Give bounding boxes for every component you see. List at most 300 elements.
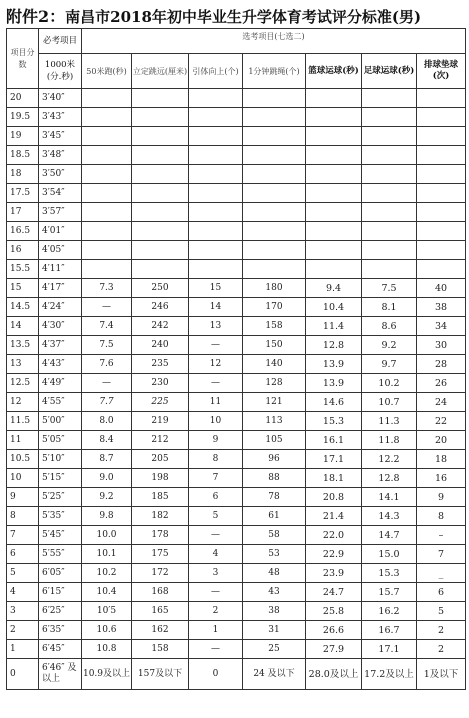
cell-1000m: 4′49″ (39, 374, 82, 393)
cell-score: 18.5 (7, 146, 39, 165)
table-row (7, 393, 466, 412)
cell-football: 11.8 (362, 431, 417, 450)
cell-score: 6 (7, 545, 39, 564)
cell-volleyball: 5 (417, 602, 466, 621)
scoring-table (6, 28, 466, 690)
cell-50m (82, 222, 132, 241)
cell-football (362, 203, 417, 222)
cell-football: 12.8 (362, 469, 417, 488)
cell-basketball (306, 165, 362, 184)
cell-rope: 170 (243, 298, 306, 317)
cell-pullup: — (189, 640, 243, 659)
cell-long-jump: 157及以下 (132, 659, 189, 690)
cell-football: 17.2及以上 (362, 659, 417, 690)
cell-basketball: 27.9 (306, 640, 362, 659)
cell-football (362, 260, 417, 279)
cell-pullup (189, 89, 243, 108)
cell-rope: 25 (243, 640, 306, 659)
cell-score: 20 (7, 89, 39, 108)
cell-score: 12.5 (7, 374, 39, 393)
cell-rope (243, 89, 306, 108)
cell-volleyball: 7 (417, 545, 466, 564)
table-row (7, 146, 466, 165)
cell-50m: 10.2 (82, 564, 132, 583)
table-row (7, 659, 466, 690)
cell-score: 9 (7, 488, 39, 507)
cell-football (362, 146, 417, 165)
cell-score: 13.5 (7, 336, 39, 355)
cell-pullup (189, 241, 243, 260)
cell-rope (243, 260, 306, 279)
cell-1000m: 3′45″ (39, 127, 82, 146)
cell-rope (243, 165, 306, 184)
cell-1000m: 6′45″ (39, 640, 82, 659)
cell-basketball: 9.4 (306, 279, 362, 298)
cell-50m: 7.5 (82, 336, 132, 355)
cell-1000m: 4′43″ (39, 355, 82, 374)
document-title (6, 4, 466, 26)
cell-1000m: 6′15″ (39, 583, 82, 602)
table-row (7, 241, 466, 260)
cell-1000m: 4′05″ (39, 241, 82, 260)
cell-basketball: 17.1 (306, 450, 362, 469)
cell-long-jump (132, 260, 189, 279)
cell-long-jump: 242 (132, 317, 189, 336)
table-row (7, 165, 466, 184)
cell-basketball (306, 89, 362, 108)
cell-basketball: 21.4 (306, 507, 362, 526)
cell-50m (82, 165, 132, 184)
cell-football: 10.7 (362, 393, 417, 412)
cell-rope: 53 (243, 545, 306, 564)
cell-50m: 10′5 (82, 602, 132, 621)
cell-basketball: 10.4 (306, 298, 362, 317)
cell-pullup: 5 (189, 507, 243, 526)
cell-pullup: — (189, 583, 243, 602)
cell-volleyball: 2 (417, 640, 466, 659)
cell-50m: 10.8 (82, 640, 132, 659)
cell-basketball: 13.9 (306, 374, 362, 393)
table-row (7, 279, 466, 298)
cell-basketball (306, 108, 362, 127)
header-rope: 1分钟跳绳(个) (243, 54, 306, 89)
cell-score: 19 (7, 127, 39, 146)
cell-1000m: 4′01″ (39, 222, 82, 241)
cell-pullup: 0 (189, 659, 243, 690)
cell-rope: 38 (243, 602, 306, 621)
cell-volleyball: 40 (417, 279, 466, 298)
table-row (7, 488, 466, 507)
cell-long-jump (132, 146, 189, 165)
cell-50m: 8.7 (82, 450, 132, 469)
cell-long-jump (132, 241, 189, 260)
cell-pullup (189, 222, 243, 241)
cell-long-jump: 246 (132, 298, 189, 317)
cell-long-jump: 168 (132, 583, 189, 602)
cell-rope: 158 (243, 317, 306, 336)
header-football: 足球运球(秒) (362, 54, 417, 89)
cell-score: 15 (7, 279, 39, 298)
table-row (7, 431, 466, 450)
header-volleyball: 排球垫球(次) (417, 54, 466, 89)
cell-pullup (189, 184, 243, 203)
cell-long-jump: 158 (132, 640, 189, 659)
table-row (7, 583, 466, 602)
cell-rope (243, 127, 306, 146)
cell-long-jump (132, 89, 189, 108)
cell-rope: 78 (243, 488, 306, 507)
cell-1000m: 4′24″ (39, 298, 82, 317)
cell-pullup: — (189, 374, 243, 393)
cell-score: 1 (7, 640, 39, 659)
cell-pullup: 9 (189, 431, 243, 450)
cell-football: 16.7 (362, 621, 417, 640)
table-row (7, 89, 466, 108)
cell-football: 8.6 (362, 317, 417, 336)
cell-basketball: 16.1 (306, 431, 362, 450)
cell-football: 16.2 (362, 602, 417, 621)
cell-1000m: 6′05″ (39, 564, 82, 583)
cell-volleyball (417, 241, 466, 260)
cell-rope: 24 及以下 (243, 659, 306, 690)
cell-score: 4 (7, 583, 39, 602)
cell-volleyball: 20 (417, 431, 466, 450)
cell-volleyball (417, 184, 466, 203)
cell-score: 0 (7, 659, 39, 690)
cell-football (362, 165, 417, 184)
cell-50m: 8.4 (82, 431, 132, 450)
cell-long-jump: 178 (132, 526, 189, 545)
cell-pullup: 15 (189, 279, 243, 298)
cell-pullup: 11 (189, 393, 243, 412)
cell-volleyball: – (417, 526, 466, 545)
cell-pullup (189, 108, 243, 127)
cell-rope: 61 (243, 507, 306, 526)
cell-basketball: 18.1 (306, 469, 362, 488)
cell-rope: 48 (243, 564, 306, 583)
cell-football (362, 89, 417, 108)
cell-football: 17.1 (362, 640, 417, 659)
cell-1000m: 3′57″ (39, 203, 82, 222)
cell-volleyball: 22 (417, 412, 466, 431)
cell-score: 11 (7, 431, 39, 450)
title-lead: 附件2： (6, 7, 66, 26)
cell-50m: 10.9及以上 (82, 659, 132, 690)
cell-volleyball: 18 (417, 450, 466, 469)
cell-50m: — (82, 298, 132, 317)
cell-score: 12 (7, 393, 39, 412)
cell-1000m: 4′30″ (39, 317, 82, 336)
cell-football: 14.7 (362, 526, 417, 545)
cell-football: 15.3 (362, 564, 417, 583)
cell-football: 7.5 (362, 279, 417, 298)
cell-rope: 180 (243, 279, 306, 298)
header-1000m: 1000米(分.秒) (39, 54, 82, 89)
cell-50m (82, 108, 132, 127)
cell-score: 16 (7, 241, 39, 260)
cell-volleyball (417, 89, 466, 108)
cell-basketball (306, 127, 362, 146)
cell-football: 14.1 (362, 488, 417, 507)
cell-long-jump: 219 (132, 412, 189, 431)
cell-football: 8.1 (362, 298, 417, 317)
cell-volleyball: 38 (417, 298, 466, 317)
cell-basketball: 11.4 (306, 317, 362, 336)
cell-basketball: 15.3 (306, 412, 362, 431)
cell-basketball (306, 184, 362, 203)
cell-50m: 9.2 (82, 488, 132, 507)
table-row (7, 355, 466, 374)
cell-football: 9.7 (362, 355, 417, 374)
cell-volleyball: 8 (417, 507, 466, 526)
cell-volleyball: 16 (417, 469, 466, 488)
cell-volleyball: 24 (417, 393, 466, 412)
cell-score: 14.5 (7, 298, 39, 317)
cell-basketball: 20.8 (306, 488, 362, 507)
cell-pullup: 7 (189, 469, 243, 488)
cell-rope (243, 108, 306, 127)
cell-volleyball: _ (417, 564, 466, 583)
cell-long-jump: 240 (132, 336, 189, 355)
cell-long-jump: 198 (132, 469, 189, 488)
table-body (7, 89, 466, 690)
cell-50m (82, 184, 132, 203)
table-row (7, 203, 466, 222)
cell-pullup (189, 146, 243, 165)
cell-long-jump: 175 (132, 545, 189, 564)
cell-50m: 7.3 (82, 279, 132, 298)
cell-50m (82, 146, 132, 165)
cell-long-jump: 162 (132, 621, 189, 640)
cell-score: 15.5 (7, 260, 39, 279)
cell-50m: 7.7 (82, 393, 132, 412)
cell-score: 10.5 (7, 450, 39, 469)
cell-volleyball: 30 (417, 336, 466, 355)
cell-rope: 121 (243, 393, 306, 412)
cell-long-jump: 172 (132, 564, 189, 583)
cell-long-jump: 212 (132, 431, 189, 450)
cell-pullup (189, 203, 243, 222)
cell-1000m: 3′40″ (39, 89, 82, 108)
title-main: 南昌市2018年初中毕业生升学体育考试评分标准(男) (65, 8, 422, 26)
cell-1000m: 3′50″ (39, 165, 82, 184)
table-row (7, 184, 466, 203)
cell-volleyball: 28 (417, 355, 466, 374)
cell-score: 5 (7, 564, 39, 583)
cell-50m: 9.8 (82, 507, 132, 526)
cell-score: 18 (7, 165, 39, 184)
cell-pullup: 10 (189, 412, 243, 431)
cell-football: 15.0 (362, 545, 417, 564)
cell-50m: 10.4 (82, 583, 132, 602)
table-row (7, 374, 466, 393)
cell-long-jump (132, 184, 189, 203)
cell-football: 9.2 (362, 336, 417, 355)
cell-long-jump: 250 (132, 279, 189, 298)
cell-football: 11.3 (362, 412, 417, 431)
table-header (7, 29, 466, 89)
cell-rope: 140 (243, 355, 306, 374)
cell-50m (82, 89, 132, 108)
table-row (7, 526, 466, 545)
cell-1000m: 5′10″ (39, 450, 82, 469)
cell-rope: 150 (243, 336, 306, 355)
cell-basketball: 14.6 (306, 393, 362, 412)
cell-basketball: 22.9 (306, 545, 362, 564)
cell-football: 12.2 (362, 450, 417, 469)
cell-score: 10 (7, 469, 39, 488)
table-row (7, 469, 466, 488)
cell-50m: 8.0 (82, 412, 132, 431)
cell-basketball: 23.9 (306, 564, 362, 583)
table-row (7, 412, 466, 431)
cell-basketball: 22.0 (306, 526, 362, 545)
cell-volleyball (417, 108, 466, 127)
cell-pullup: 4 (189, 545, 243, 564)
cell-1000m: 4′37″ (39, 336, 82, 355)
cell-1000m: 5′25″ (39, 488, 82, 507)
cell-pullup: 1 (189, 621, 243, 640)
cell-pullup: 6 (189, 488, 243, 507)
cell-basketball: 12.8 (306, 336, 362, 355)
cell-volleyball: 34 (417, 317, 466, 336)
cell-volleyball: 1及以下 (417, 659, 466, 690)
cell-50m: 10.6 (82, 621, 132, 640)
cell-pullup: 2 (189, 602, 243, 621)
cell-50m: 7.6 (82, 355, 132, 374)
cell-pullup: 14 (189, 298, 243, 317)
cell-pullup: 8 (189, 450, 243, 469)
cell-score: 8 (7, 507, 39, 526)
cell-1000m: 5′45″ (39, 526, 82, 545)
cell-score: 7 (7, 526, 39, 545)
header-50m: 50米跑(秒) (82, 54, 132, 89)
cell-pullup (189, 165, 243, 184)
cell-long-jump: 182 (132, 507, 189, 526)
table-row (7, 336, 466, 355)
cell-pullup (189, 127, 243, 146)
cell-long-jump (132, 108, 189, 127)
cell-1000m: 5′15″ (39, 469, 82, 488)
cell-pullup: 12 (189, 355, 243, 374)
table-row (7, 564, 466, 583)
cell-pullup: 3 (189, 564, 243, 583)
cell-football: 14.3 (362, 507, 417, 526)
cell-long-jump: 225 (132, 393, 189, 412)
cell-basketball (306, 203, 362, 222)
table-row (7, 260, 466, 279)
table-row (7, 317, 466, 336)
cell-rope: 58 (243, 526, 306, 545)
table-row (7, 127, 466, 146)
cell-long-jump: 235 (132, 355, 189, 374)
cell-1000m: 6′46″ 及以上 (39, 659, 82, 690)
cell-pullup: — (189, 526, 243, 545)
cell-score: 3 (7, 602, 39, 621)
cell-1000m: 4′55″ (39, 393, 82, 412)
cell-pullup: 13 (189, 317, 243, 336)
cell-rope: 96 (243, 450, 306, 469)
header-basketball: 篮球运球(秒) (306, 54, 362, 89)
cell-score: 19.5 (7, 108, 39, 127)
cell-volleyball (417, 165, 466, 184)
cell-50m: — (82, 374, 132, 393)
table-row (7, 640, 466, 659)
cell-long-jump (132, 222, 189, 241)
cell-50m: 10.0 (82, 526, 132, 545)
cell-1000m: 6′35″ (39, 621, 82, 640)
cell-1000m: 4′11″ (39, 260, 82, 279)
cell-1000m: 5′55″ (39, 545, 82, 564)
cell-1000m: 5′35″ (39, 507, 82, 526)
cell-score: 2 (7, 621, 39, 640)
cell-50m (82, 260, 132, 279)
cell-score: 17 (7, 203, 39, 222)
cell-50m (82, 241, 132, 260)
cell-basketball: 26.6 (306, 621, 362, 640)
cell-football (362, 241, 417, 260)
cell-rope (243, 184, 306, 203)
cell-50m: 7.4 (82, 317, 132, 336)
cell-basketball (306, 241, 362, 260)
cell-football (362, 222, 417, 241)
cell-rope (243, 241, 306, 260)
cell-rope: 128 (243, 374, 306, 393)
cell-long-jump: 165 (132, 602, 189, 621)
cell-volleyball: 6 (417, 583, 466, 602)
cell-score: 13 (7, 355, 39, 374)
cell-basketball: 28.0及以上 (306, 659, 362, 690)
cell-basketball (306, 222, 362, 241)
cell-rope (243, 146, 306, 165)
cell-score: 16.5 (7, 222, 39, 241)
cell-long-jump: 205 (132, 450, 189, 469)
header-score: 项目分数 (7, 29, 39, 89)
header-required: 必考项目 (39, 29, 82, 54)
cell-volleyball (417, 203, 466, 222)
cell-football (362, 108, 417, 127)
cell-1000m: 3′43″ (39, 108, 82, 127)
table-row (7, 108, 466, 127)
cell-basketball: 24.7 (306, 583, 362, 602)
cell-rope: 31 (243, 621, 306, 640)
table-row (7, 545, 466, 564)
cell-1000m: 4′17″ (39, 279, 82, 298)
cell-rope: 113 (243, 412, 306, 431)
cell-score: 14 (7, 317, 39, 336)
cell-long-jump (132, 203, 189, 222)
header-long-jump: 立定跳远(厘米) (132, 54, 189, 89)
cell-rope: 43 (243, 583, 306, 602)
cell-1000m: 3′54″ (39, 184, 82, 203)
cell-50m (82, 127, 132, 146)
cell-football (362, 184, 417, 203)
cell-50m: 10.1 (82, 545, 132, 564)
cell-score: 17.5 (7, 184, 39, 203)
table-row (7, 621, 466, 640)
cell-basketball (306, 260, 362, 279)
cell-50m (82, 203, 132, 222)
table-row (7, 222, 466, 241)
cell-1000m: 5′05″ (39, 431, 82, 450)
header-pullup: 引体向上(个) (189, 54, 243, 89)
cell-football: 10.2 (362, 374, 417, 393)
cell-long-jump (132, 127, 189, 146)
cell-volleyball (417, 146, 466, 165)
cell-volleyball (417, 260, 466, 279)
cell-rope (243, 203, 306, 222)
cell-50m: 9.0 (82, 469, 132, 488)
